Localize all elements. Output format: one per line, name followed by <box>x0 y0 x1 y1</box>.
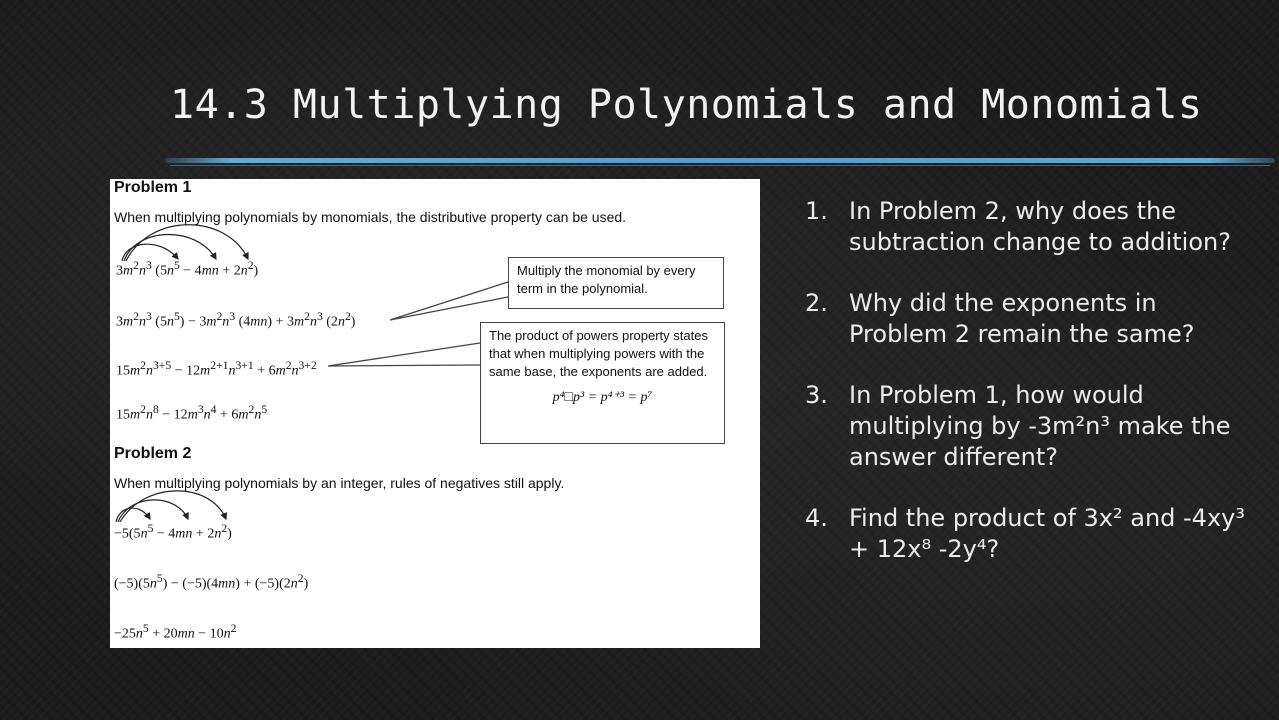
problem-1-heading: Problem 1 <box>114 179 192 196</box>
callout-formula: p⁴□p³ = p⁴⁺³ = p⁷ <box>552 390 653 405</box>
problem-2-heading: Problem 2 <box>114 445 192 462</box>
problem-1-description: When multiplying polynomials by monomials, the distributive property can be used. <box>114 209 627 225</box>
problem-1-step-2: $3m^2n^3$ $(5n^5) - 3m^2n^3$ $(4mn) + 3m^2n^3$ $(2n^2)$ <box>116 310 356 330</box>
question-item <box>805 380 1245 473</box>
title-underline-thin <box>170 165 1270 166</box>
question-item <box>805 196 1245 258</box>
question-number: 4. <box>805 504 828 532</box>
question-number: 1. <box>805 197 828 225</box>
callout-distribute: Multiply the monomial by every term in the polynomial. <box>508 257 724 309</box>
callout-product-of-powers <box>480 322 725 444</box>
question-item <box>805 288 1245 350</box>
problem-2-step-2: $(-5)(5n^5) - (-5)(4mn) + (-5)(2n^2)$ <box>114 572 309 592</box>
title-underline <box>165 158 1275 163</box>
question-item <box>805 503 1245 565</box>
problem-1-result: $15m^2n^8 - 12m^3n^4 + 6m^2n^5$ <box>116 403 268 423</box>
slide-title: 14.3 Multiplying Polynomials and Monomials <box>170 82 1203 128</box>
problem-2-result: $-25n^5 + 20mn - 10n^2$ <box>114 622 237 642</box>
problem-1-step-1: $3m^2n^3$ $(5n^5 - 4mn + 2n^2)$ <box>116 259 259 279</box>
question-text: Why did the exponents in Problem 2 remain the same? <box>849 289 1195 348</box>
problem-1-step-3: $15m^2n^{3+5} - 12m^{2+1}n^{3+1} + 6m^2n^{3+2}$ <box>116 359 317 379</box>
question-number: 2. <box>805 289 828 317</box>
worked-examples-image <box>110 179 760 648</box>
problem-2-description: When multiplying polynomials by an integer, rules of negatives still apply. <box>114 475 565 491</box>
question-number: 3. <box>805 381 828 409</box>
question-text: Find the product of 3x² and -4xy³ + 12x⁸ -2y⁴? <box>849 504 1245 563</box>
callout-product-of-powers-text: The product of powers property states that when multiplying powers with the same base, the exponents are added. <box>489 328 708 379</box>
question-text: In Problem 1, how would multiplying by -3m²n³ make the answer different? <box>849 381 1231 471</box>
problem-2-step-1: $-5(5n^5 - 4mn + 2n^2)$ <box>114 522 232 542</box>
question-text: In Problem 2, why does the subtraction change to addition? <box>849 197 1231 256</box>
question-list <box>805 196 1245 595</box>
